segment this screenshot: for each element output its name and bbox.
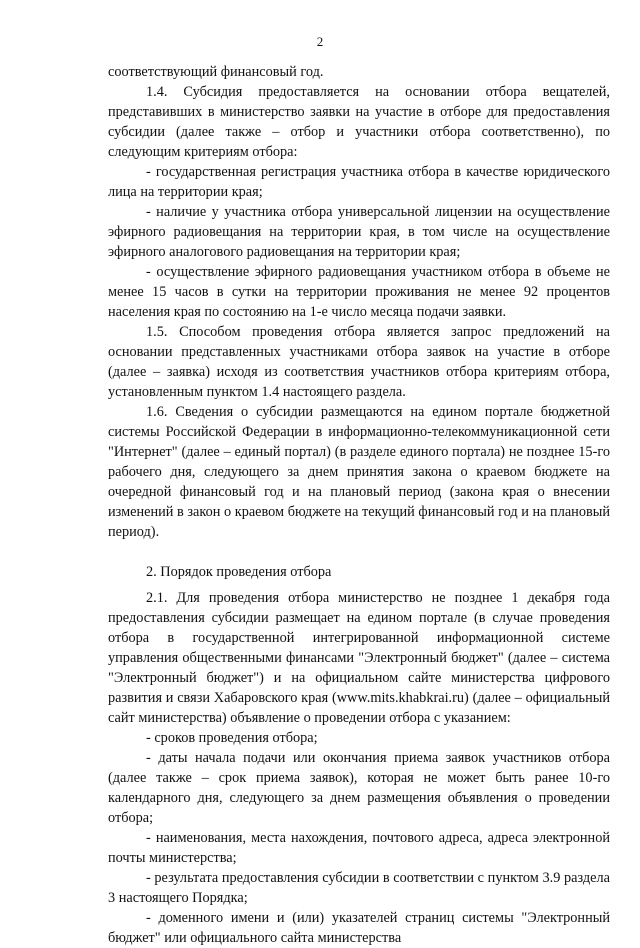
- page-number: 2: [316, 34, 324, 49]
- paragraph-1-6: 1.6. Сведения о субсидии размещаются на едином портале бюджетной системы Российской Федерации в информационно-телекоммуникационной сети "Интернет" (далее – единый портал) (в разделе единого портала) не позднее 15-го рабочего дня, следующего за днем принятия закона о краевом бюджете на очередной финансовый год и на плановый период (закона края о внесении изменений в закон о краевом бюджете на текущий финансовый год и на плановый период).: [108, 404, 610, 540]
- list-item-terms: - сроков проведения отбора;: [146, 730, 318, 746]
- list-item-ministry-address: - наименования, места нахождения, почтового адреса, адреса электронной почты министерства;: [108, 830, 610, 866]
- criterion-registration: - государственная регистрация участника отбора в качестве юридического лица на территории края;: [108, 164, 610, 200]
- criterion-broadcast-volume: - осуществление эфирного радиовещания участником отбора в объеме не менее 15 часов в сутки на территории проживания не менее 92 процентов населения края по состоянию на 1-е число месяца подачи заявки.: [108, 264, 610, 320]
- list-item-result: - результата предоставления субсидии в соответствии с пунктом 3.9 раздела 3 настоящего Порядка;: [108, 870, 610, 906]
- criterion-license: - наличие у участника отбора универсальной лицензии на осуществление эфирного радиовещания на территории края, в том числе на осуществление эфирного аналогового радиовещания на территории края;: [108, 204, 610, 260]
- list-item-dates: - даты начала подачи или окончания приема заявок участников отбора (далее также – срок приема заявок), которая не может быть ранее 10-го календарного дня, следующего за днем размещения объявления о проведении отбора;: [108, 750, 610, 826]
- list-item-domain: - доменного имени и (или) указателей страниц системы "Электронный бюджет" или официального сайта министерства: [108, 910, 610, 946]
- paragraph-1-5: 1.5. Способом проведения отбора является запрос предложений на основании представленных участниками отбора заявок на участие в отборе (далее – заявка) исходя из соответствия участников отбора критериям отбора, установленным пунктом 1.4 настоящего раздела.: [108, 324, 610, 400]
- paragraph-2-1: 2.1. Для проведения отбора министерство не позднее 1 декабря года предоставления субсидии размещает на едином портале (в случае проведения отбора в государственной интегрированной информационной системе управления общественными финансами "Электронный бюджет" (далее – система "Электронный бюджет") и на официальном сайте министерства цифрового развития и связи Хабаровского края (www.mits.khabkrai.ru) (далее – официальный сайт министерства) объявление о проведении отбора с указанием:: [108, 590, 610, 726]
- document-body: [108, 62, 610, 946]
- paragraph-1-4: 1.4. Субсидия предоставляется на основании отбора вещателей, представивших в министерство заявки на участие в отборе для предоставления субсидии (далее также – отбор и участники отбора соответственно), по следующим критериям отбора:: [108, 84, 610, 160]
- paragraph-continuation: соответствующий финансовый год.: [108, 64, 324, 80]
- section-heading: 2. Порядок проведения отбора: [146, 564, 332, 580]
